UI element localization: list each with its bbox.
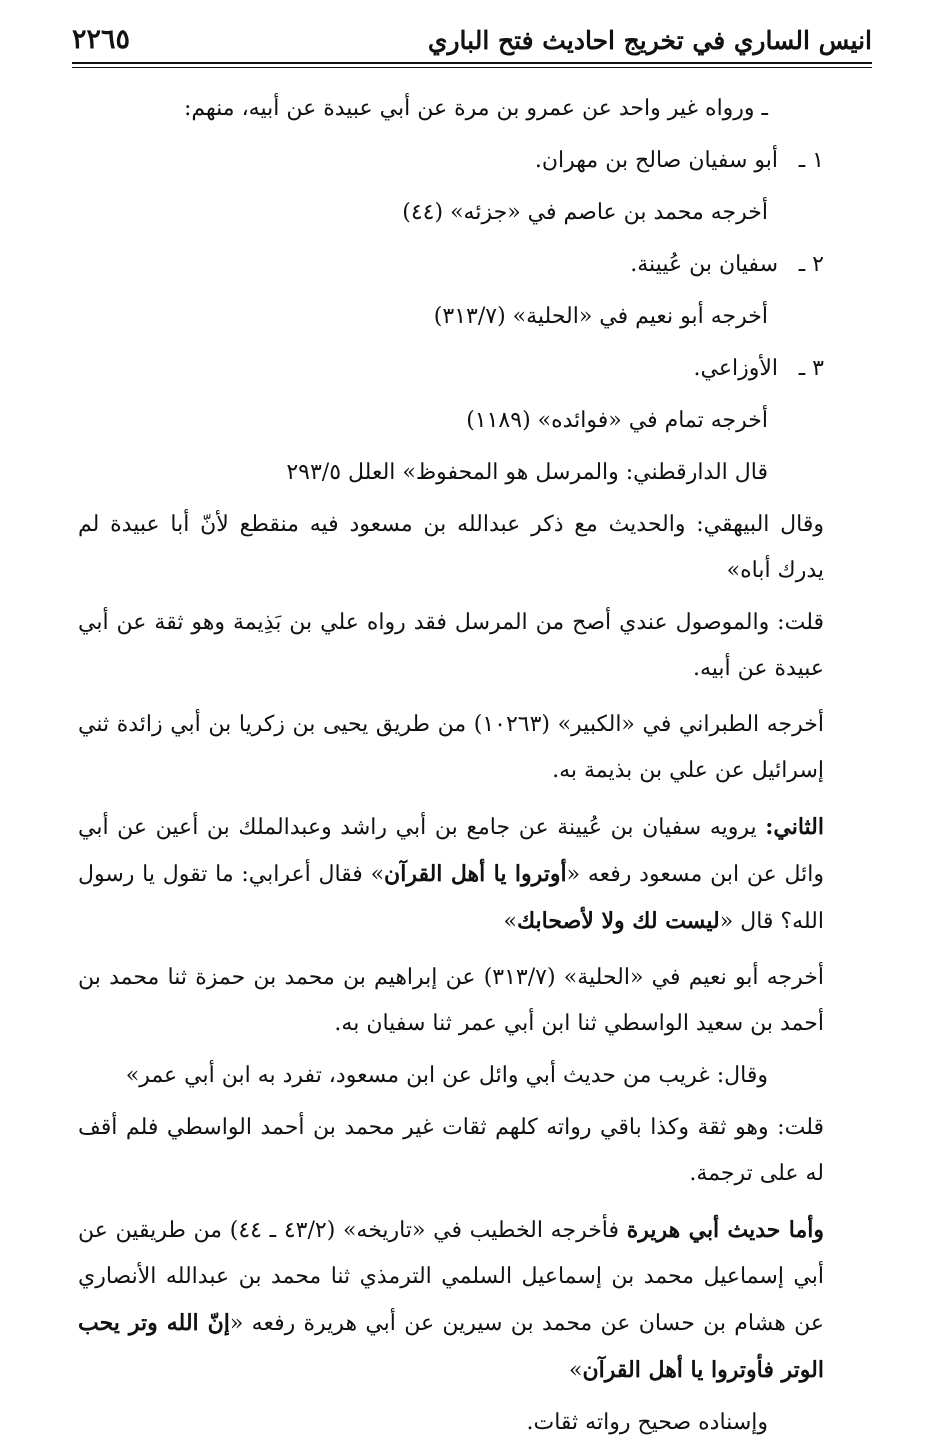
intro-paragraph: ـ ورواه غير واحد عن عمرو بن مرة عن أبي عبيدة عن أبيه، منهم: — [183, 96, 768, 121]
section-label: الثاني: — [765, 814, 824, 840]
page-header — [72, 22, 872, 62]
hadith-quote: إنّ الله وتر يحب الوتر فأوتروا يا أهل القرآن — [78, 1310, 824, 1383]
abu-nuaym-paragraph: أخرجه أبو نعيم في «الحلية» (٣١٣/٧) عن إبراهيم بن محمد بن حمزة ثنا محمد بن أحمد بن سعيد الواسطي ثنا ابن أبي عمر ثنا سفيان به. — [78, 965, 824, 1036]
comment-paragraph-1: قلت: والموصول عندي أصح من المرسل فقد رواه علي بن بَذِيمة وهو ثقة عن أبي عبيدة عن أبيه. — [78, 610, 824, 681]
hadith-quote: أوتروا يا أهل القرآن — [384, 861, 567, 887]
list-number: ١ ـ — [798, 148, 824, 173]
source-line-2: أخرجه أبو نعيم في «الحلية» (٣١٣/٧) — [433, 304, 768, 329]
narrator-name: سفيان بن عُيينة. — [630, 252, 778, 277]
source-line-3: أخرجه تمام في «فوائده» (١١٨٩) — [466, 408, 768, 433]
gharib-quote: وقال: غريب من حديث أبي وائل عن ابن مسعود، تفرد به ابن أبي عمر» — [125, 1063, 768, 1088]
list-item-2 — [78, 242, 824, 288]
source-line-1: أخرجه محمد بن عاصم في «جزئه» (٤٤) — [402, 200, 768, 225]
bayhaqi-quote: وقال البيهقي: والحديث مع ذكر عبدالله بن مسعود فيه منقطع لأنّ أبا عبيدة لم يدرك أباه» — [78, 512, 824, 583]
hadith-quote: ليست لك ولا لأصحابك — [517, 908, 720, 934]
running-title: انيس الساري في تخريج احاديث فتح الباري — [427, 26, 872, 55]
narrator-name: أبو سفيان صالح بن مهران. — [534, 148, 778, 173]
list-number: ٣ ـ — [798, 356, 824, 381]
tabarani-paragraph: أخرجه الطبراني في «الكبير» (١٠٢٦٣) من طريق يحيى بن زكريا بن أبي زائدة ثني إسرائيل عن علي بن بذيمة به. — [78, 712, 824, 783]
list-number: ٢ ـ — [798, 252, 824, 277]
comment-paragraph-2: قلت: وهو ثقة وكذا باقي رواته كلهم ثقات غير محمد بن أحمد الواسطي فلم أقف له على ترجمة. — [78, 1115, 824, 1186]
narrator-name: الأوزاعي. — [693, 356, 778, 381]
page-body — [78, 86, 824, 1446]
header-rule-thin — [72, 67, 872, 68]
page-number: ٢٢٦٥ — [72, 24, 131, 55]
section-lead: وأما حديث أبي هريرة — [626, 1217, 824, 1243]
isnad-conclusion: وإسناده صحيح رواته ثقات. — [526, 1410, 768, 1435]
daraqutni-quote: قال الدارقطني: والمرسل هو المحفوظ» العلل ٢٩٣/٥ — [286, 460, 768, 485]
header-rule-thick — [72, 62, 872, 64]
list-item-1 — [78, 138, 824, 184]
abu-hurayra-paragraph: وأما حديث أبي هريرة فأخرجه الخطيب في «تاريخه» (٤٣/٢ ـ ٤٤) من طريقين عن أبي إسماعيل محمد بن إسماعيل السلمي الترمذي ثنا محمد بن عبدالله الأنصاري عن هشام بن حسان عن محمد بن سيرين عن أبي هريرة رفعه «إنّ الله وتر يحب الوتر فأوتروا يا أهل القرآن» — [78, 1217, 824, 1383]
second-hadith-paragraph: الثاني: يرويه سفيان بن عُيينة عن جامع بن أبي راشد وعبدالملك بن أعين عن أبي وائل عن ابن مسعود رفعه «أوتروا يا أهل القرآن» فقال أعرابي: ما تقول يا رسول الله؟ قال «ليست لك ولا لأصحابك» — [78, 814, 825, 934]
list-item-3 — [78, 346, 824, 392]
